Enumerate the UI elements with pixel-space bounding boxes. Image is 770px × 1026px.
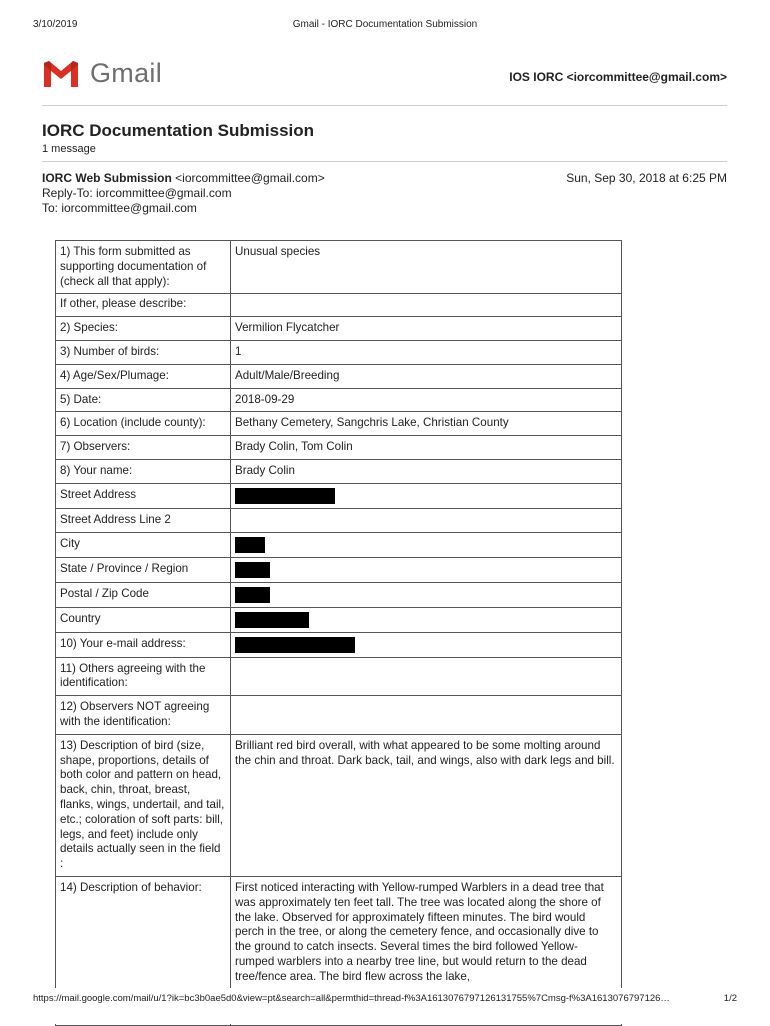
thread-subject: IORC Documentation Submission [42,121,315,140]
form-answer: Brilliant red bird overall, with what appeared to be some molting around the chin and throat. Dark back, tail, and wings, also with dark legs and bill. [231,734,622,876]
form-question: 11) Others agreeing with the identification: [56,657,231,696]
print-page-title: Gmail - IORC Documentation Submission [292,19,478,30]
form-answer [231,483,622,508]
form-question: 14) Description of behavior: [56,876,231,1025]
form-question: Street Address [56,483,231,508]
form-answer [231,632,622,657]
form-question: Street Address Line 2 [56,508,231,532]
form-row [56,294,622,317]
form-question: 7) Observers: [56,436,231,460]
form-answer [231,582,622,607]
gmail-envelope-icon [42,59,80,89]
form-row [56,340,622,364]
form-answer: Brady Colin [231,459,622,483]
redaction-bar [235,587,270,603]
form-row [56,582,622,607]
account-label: IOS IORC <iorcommittee@gmail.com> [509,70,727,84]
sender-name: IORC Web Submission [42,171,172,185]
form-answer [231,607,622,632]
gmail-wordmark: Gmail [90,58,163,88]
form-row [56,657,622,696]
form-row [56,241,622,294]
sender-email: <iorcommittee@gmail.com> [175,171,325,185]
form-row [56,607,622,632]
form-question: 4) Age/Sex/Plumage: [56,364,231,388]
form-question: 6) Location (include county): [56,412,231,436]
form-question: 10) Your e-mail address: [56,632,231,657]
form-question: 13) Description of bird (size, shape, proportions, details of both color and pattern on head, back, chin, throat, breast, flanks, wings, undertail, and tail, etc.; coloration of soft parts: bill, legs, and feet) include only details actually seen in the field : [56,734,231,876]
form-row [56,696,622,735]
form-row [56,317,622,341]
form-answer: Bethany Cemetery, Sangchris Lake, Christian County [231,412,622,436]
form-row [56,508,622,532]
form-question: Postal / Zip Code [56,582,231,607]
form-question: 12) Observers NOT agreeing with the identification: [56,696,231,735]
form-question: 1) This form submitted as supporting documentation of (check all that apply): [56,241,231,294]
form-row [56,459,622,483]
message-count: 1 message [42,143,96,155]
redaction-bar [235,562,270,578]
form-question: If other, please describe: [56,294,231,317]
form-row [56,734,622,876]
form-answer [231,294,622,317]
message-header [42,171,325,216]
form-question: State / Province / Region [56,557,231,582]
reply-to: Reply-To: iorcommittee@gmail.com [42,186,232,200]
form-question: Country [56,607,231,632]
form-row [56,632,622,657]
form-row [56,388,622,412]
form-row [56,412,622,436]
redaction-bar [235,637,355,653]
form-row [56,364,622,388]
header-divider [42,105,727,106]
form-answer: Brady Colin, Tom Colin [231,436,622,460]
page-number: 1/2 [723,993,737,1004]
gmail-logo[interactable] [42,58,162,89]
print-url: https://mail.google.com/mail/u/1?ik=bc3b0ae5d0&view=pt&search=all&permthid=thread-f%3A1613076797126131755%7Cmsg-f%3A1613076797126… [33,993,670,1004]
recipient: To: iorcommittee@gmail.com [42,201,197,215]
redaction-bar [235,488,335,504]
form-answer: Vermilion Flycatcher [231,317,622,341]
form-row [56,483,622,508]
form-answer: 1 [231,340,622,364]
message-date: Sun, Sep 30, 2018 at 6:25 PM [566,171,727,185]
form-answer [231,532,622,557]
form-answer: Unusual species [231,241,622,294]
submission-form-table [55,240,622,1026]
subject-divider [42,161,727,162]
form-question: 5) Date: [56,388,231,412]
form-row [56,532,622,557]
form-row [56,436,622,460]
form-answer [231,508,622,532]
form-question: 8) Your name: [56,459,231,483]
form-answer: 2018-09-29 [231,388,622,412]
form-question: 2) Species: [56,317,231,341]
form-answer [231,657,622,696]
form-answer: First noticed interacting with Yellow-rumped Warblers in a dead tree that was approximately ten feet tall. The tree was located along the shore of the lake. Observed for approximately fifteen minutes. The bird would perch in the tree, or along the cemetery fence, and occasionally dive to the ground to catch insects. Several times the bird followed Yellow-rumped warblers into a nearby tree line, but would return to the dead tree/fence area. The bird flew across the lake, [231,876,622,1025]
redaction-bar [235,537,265,553]
redaction-bar [235,612,309,628]
form-answer: Adult/Male/Breeding [231,364,622,388]
form-question: 3) Number of birds: [56,340,231,364]
form-answer [231,696,622,735]
form-answer [231,557,622,582]
form-question: City [56,532,231,557]
form-row [56,557,622,582]
print-date: 3/10/2019 [33,19,78,30]
